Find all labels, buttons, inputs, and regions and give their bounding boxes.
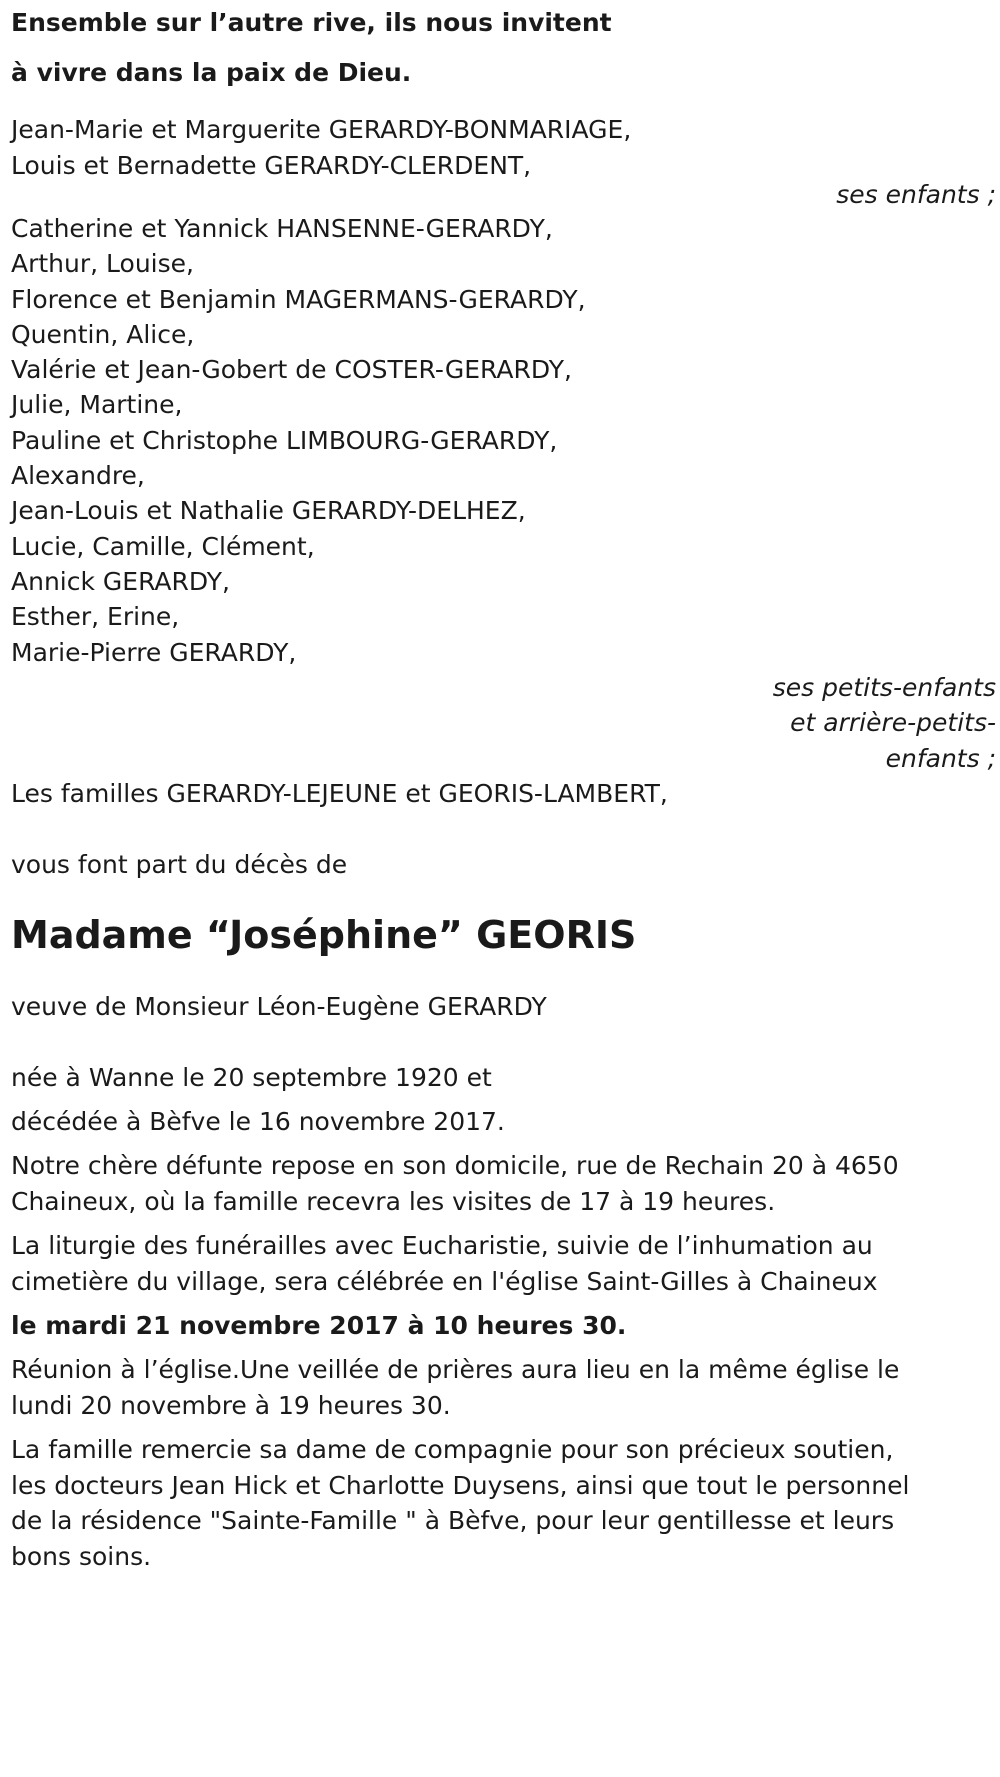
- birth-line: née à Wanne le 20 septembre 1920 et: [11, 1063, 492, 1093]
- families-line: Les familles GERARDY-LEJEUNE et GEORIS-LAMBERT,: [11, 779, 668, 809]
- paragraph-line: lundi 20 novembre à 19 heures 30.: [11, 1391, 451, 1421]
- reunion-paragraph: [11, 1352, 996, 1424]
- liturgy-paragraph: [11, 1228, 996, 1300]
- child-entry: Jean-Marie et Marguerite GERARDY-BONMARIAGE,: [11, 115, 632, 144]
- paragraph-line: La famille remercie sa dame de compagnie pour son précieux soutien,: [11, 1435, 894, 1465]
- paragraph-line: bons soins.: [11, 1541, 152, 1571]
- thanks-paragraph: [11, 1432, 996, 1574]
- intro-verse: [11, 0, 996, 98]
- family-entry: Arthur, Louise,: [11, 249, 194, 279]
- intro-line: à vivre dans la paix de Dieu.: [11, 58, 412, 87]
- children-list: [11, 112, 996, 184]
- family-entry: Marie-Pierre GERARDY,: [11, 637, 297, 667]
- children-role: ses enfants ;: [836, 180, 996, 209]
- family-entry: Catherine et Yannick HANSENNE-GERARDY,: [11, 214, 553, 243]
- family-entry: Lucie, Camille, Clément,: [11, 531, 315, 561]
- family-entry: Quentin, Alice,: [11, 319, 195, 349]
- announcement: vous font part du décès de: [11, 850, 348, 880]
- family-entry: Julie, Martine,: [11, 390, 183, 420]
- paragraph-line: Notre chère défunte repose en son domicile, rue de Rechain 20 à 4650: [11, 1151, 899, 1181]
- paragraph-line: Réunion à l’église.Une veillée de prières aura lieu en la même église le: [11, 1355, 900, 1385]
- paragraph-line: de la résidence "Sainte-Famille " à Bèfve, pour leur gentillesse et leurs: [11, 1506, 895, 1536]
- family-entry: Esther, Erine,: [11, 602, 180, 632]
- deceased-name: Madame “Joséphine” GEORIS: [11, 913, 637, 958]
- spouse-line: veuve de Monsieur Léon-Eugène GERARDY: [11, 992, 547, 1022]
- role-line: ses petits-enfants: [772, 672, 996, 702]
- grandchildren-list: [11, 211, 996, 670]
- family-entry: Florence et Benjamin MAGERMANS-GERARDY,: [11, 284, 586, 314]
- family-entry: Valérie et Jean-Gobert de COSTER-GERARDY,: [11, 355, 572, 385]
- family-entry: Alexandre,: [11, 461, 145, 491]
- role-line: enfants ;: [885, 743, 996, 773]
- paragraph-line: Chaineux, où la famille recevra les visites de 17 à 19 heures.: [11, 1187, 776, 1217]
- family-entry: Pauline et Christophe LIMBOURG-GERARDY,: [11, 425, 558, 455]
- role-line: et arrière-petits-: [790, 708, 996, 738]
- death-line: décédée à Bèfve le 16 novembre 2017.: [11, 1107, 505, 1137]
- child-entry: Louis et Bernadette GERARDY-CLERDENT,: [11, 151, 532, 180]
- paragraph-line: cimetière du village, sera célébrée en l'église Saint-Gilles à Chaineux: [11, 1267, 878, 1297]
- grandchildren-role: [11, 670, 996, 777]
- paragraph-line: La liturgie des funérailles avec Eucharistie, suivie de l’inhumation au: [11, 1231, 873, 1261]
- family-entry: Jean-Louis et Nathalie GERARDY-DELHEZ,: [11, 496, 526, 526]
- family-entry: Annick GERARDY,: [11, 566, 231, 596]
- funeral-date: le mardi 21 novembre 2017 à 10 heures 30.: [11, 1311, 627, 1341]
- intro-line: Ensemble sur l’autre rive, ils nous invitent: [11, 8, 612, 37]
- repose-paragraph: [11, 1148, 996, 1220]
- obituary-content: [11, 0, 996, 1574]
- paragraph-line: les docteurs Jean Hick et Charlotte Duysens, ainsi que tout le personnel: [11, 1470, 910, 1500]
